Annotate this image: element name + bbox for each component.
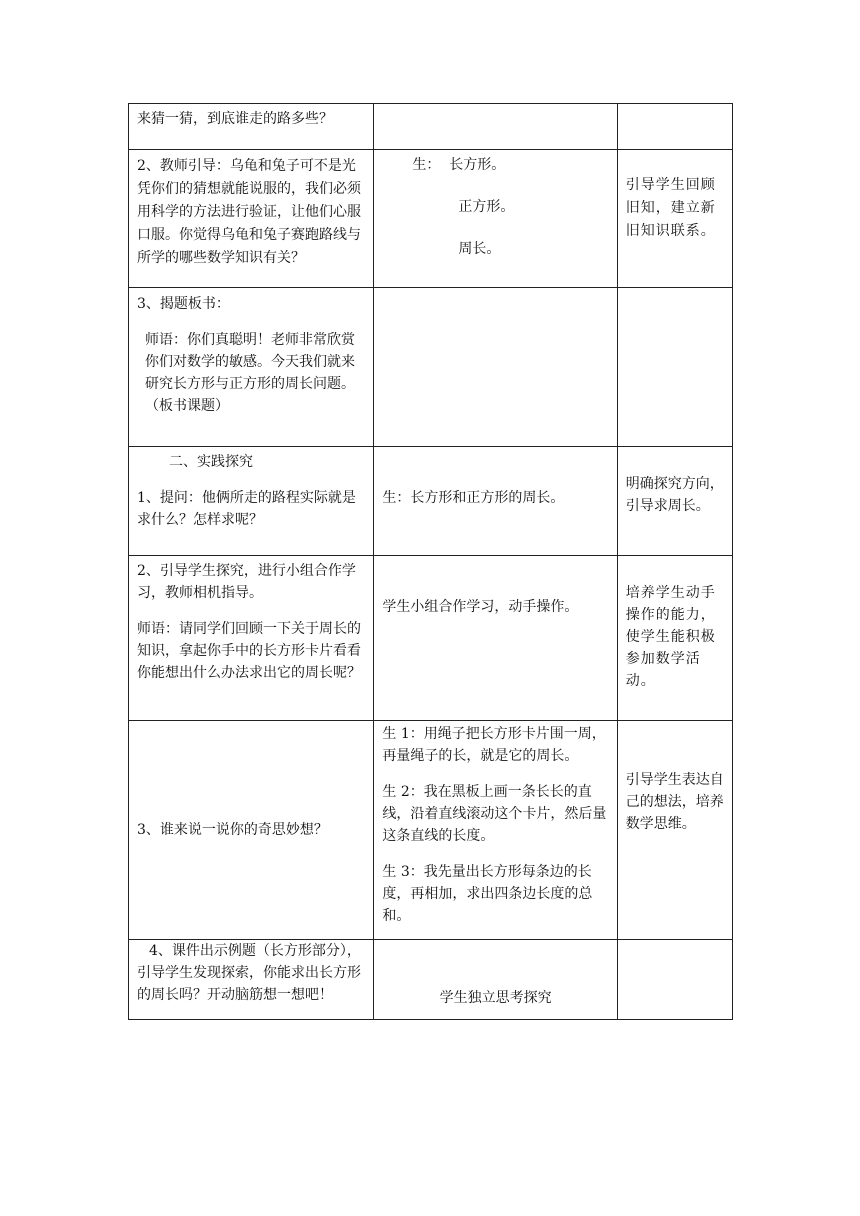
- teacher-activity-cell: [129, 447, 374, 556]
- student-activity-cell: [374, 556, 617, 721]
- design-intent-cell: [617, 721, 732, 940]
- student-text: 生： 长方形。: [412, 157, 506, 173]
- student-text: 生：长方形和正方形的周长。: [382, 490, 565, 506]
- intent-text: 引导学生表达自己的想法，培养数学思维。: [625, 772, 724, 832]
- teacher-text: 1、提问：他俩所走的路程实际就是求什么？怎样求呢？: [137, 490, 356, 528]
- student-text: 生 2：我在黑板上画一条长长的直线，沿着直线滚动这个卡片，然后量这条直线的长度。: [382, 784, 607, 844]
- design-intent-cell: [617, 288, 732, 447]
- student-activity-cell: [374, 940, 617, 1020]
- teacher-activity-cell: [129, 150, 374, 288]
- teacher-text: 来猜一猜，到底谁走的路多些？: [137, 111, 333, 127]
- design-intent-cell: [617, 940, 732, 1020]
- student-text: 正方形。: [458, 199, 515, 215]
- student-text: 学生独立思考探究: [439, 990, 552, 1006]
- table-row: [129, 104, 733, 150]
- intent-text: 明确探究方向，引导求周长。: [625, 476, 724, 514]
- table-row: [129, 556, 733, 721]
- student-text: 生 1：用绳子把长方形卡片围一周，再量绳子的长，就是它的周长。: [382, 726, 606, 764]
- table-row: [129, 940, 733, 1020]
- table-row: [129, 150, 733, 288]
- student-text: 学生小组合作学习，动手操作。: [382, 599, 579, 615]
- teacher-text: 2、教师引导：乌龟和兔子可不是光凭你们的猜想就能说服的，我们必须用科学的方法进行验证，让他们心服口服。你觉得乌龟和兔子赛跑路线与所学的哪些数学知识有关？: [137, 158, 361, 266]
- teacher-activity-cell: [129, 288, 374, 447]
- table-row: [129, 447, 733, 556]
- student-activity-cell: [374, 150, 617, 288]
- student-text: 生 3：我先量出长方形每条边的长度，再相加，求出四条边长度的总和。: [382, 864, 593, 924]
- intent-text: 培养学生动手操作的能力，使学生能积极参加数学活动。: [625, 585, 716, 689]
- section-heading: 二、实践探究: [169, 454, 253, 470]
- teacher-text: 师语：你们真聪明！老师非常欣赏你们对数学的敏感。今天我们就来研究长方形与正方形的周长问题。（板书课题）: [145, 332, 355, 414]
- design-intent-cell: [617, 556, 732, 721]
- lesson-plan-table: [128, 103, 733, 1020]
- design-intent-cell: [617, 447, 732, 556]
- teacher-text: 3、谁来说一说你的奇思妙想？: [137, 822, 328, 838]
- teacher-text: 师语：请同学们回顾一下关于周长的知识，拿起你手中的长方形卡片看看你能想出什么办法求出它的周长呢？: [137, 621, 361, 681]
- student-activity-cell: [374, 288, 617, 447]
- teacher-text: 3、揭题板书：: [137, 296, 230, 312]
- student-activity-cell: [374, 721, 617, 940]
- teacher-activity-cell: [129, 721, 374, 940]
- student-activity-cell: [374, 447, 617, 556]
- intent-text: 引导学生回顾旧知，建立新旧知识联系。: [625, 177, 716, 239]
- table-row: [129, 288, 733, 447]
- design-intent-cell: [617, 104, 732, 150]
- student-text: 周长。: [458, 241, 501, 257]
- teacher-text: 4、课件出示例题（长方形部分），引导学生发现探索，你能求出长方形的周长吗？开动脑筋想一想吧！: [137, 943, 361, 1003]
- teacher-activity-cell: [129, 940, 374, 1020]
- student-activity-cell: [374, 104, 617, 150]
- design-intent-cell: [617, 150, 732, 288]
- teacher-activity-cell: [129, 556, 374, 721]
- teacher-text: 2、引导学生探究，进行小组合作学习，教师相机指导。: [137, 563, 356, 601]
- teacher-activity-cell: [129, 104, 374, 150]
- table-row: [129, 721, 733, 940]
